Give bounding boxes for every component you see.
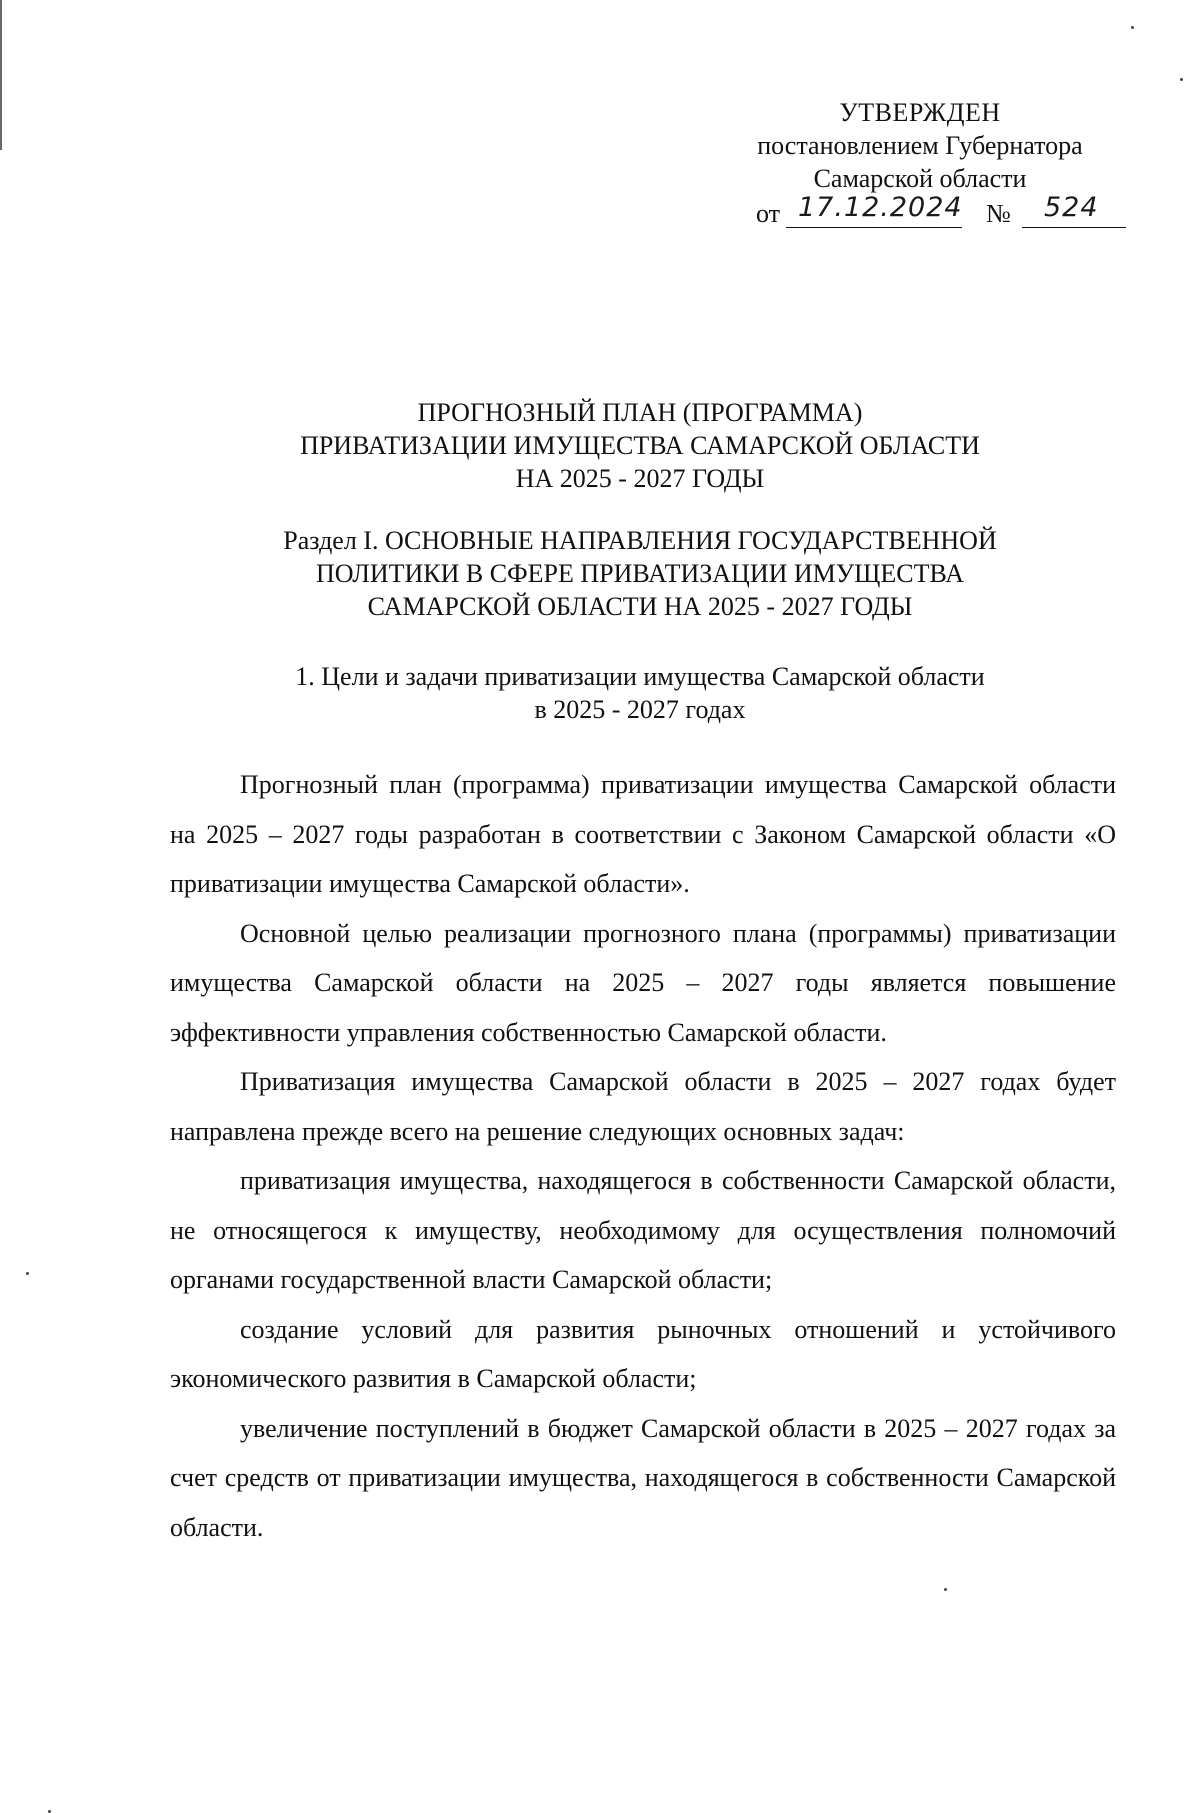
section-heading bbox=[160, 524, 1120, 623]
scan-edge-line bbox=[0, 0, 2, 150]
date-prefix: от bbox=[756, 199, 781, 228]
scan-speck bbox=[1131, 26, 1134, 29]
body-text bbox=[170, 760, 1116, 1552]
subsection-line: 1. Цели и задачи приватизации имущества Самарской области bbox=[295, 662, 985, 691]
title-line: НА 2025 - 2027 ГОДЫ bbox=[515, 464, 765, 493]
paragraph: Приватизация имущества Самарской области в 2025 – 2027 годах будет направлена прежде всего на решение следующих основных задач: bbox=[170, 1067, 1116, 1146]
paragraph: увеличение поступлений в бюджет Самарской области в 2025 – 2027 годах за счет средств от приватизации имущества, находящегося в собственности Самарской области. bbox=[170, 1413, 1116, 1542]
section-line: ПОЛИТИКИ В СФЕРЕ ПРИВАТИЗАЦИИ ИМУЩЕСТВА bbox=[315, 559, 964, 588]
paragraph: Прогнозный план (программа) приватизации имущества Самарской области на 2025 – 2027 годы разработан в соответствии с Законом Самарской области «О приватизации имущества Самарской области». bbox=[170, 770, 1116, 898]
number-prefix: № bbox=[986, 199, 1011, 228]
scan-speck bbox=[944, 1588, 947, 1591]
subsection-line: в 2025 - 2027 годах bbox=[534, 695, 746, 724]
approval-block bbox=[720, 96, 1120, 195]
scan-speck bbox=[1180, 78, 1183, 81]
number-underline bbox=[1022, 227, 1126, 228]
paragraph: создание условий для развития рыночных отношений и устойчивого экономического развития в Самарской области; bbox=[170, 1314, 1116, 1393]
section-line: САМАРСКОЙ ОБЛАСТИ НА 2025 - 2027 ГОДЫ bbox=[367, 592, 913, 621]
handwritten-number: 524 bbox=[1044, 192, 1099, 223]
approved-title: УТВЕРЖДЕН bbox=[839, 98, 1001, 127]
document-title bbox=[160, 396, 1120, 495]
title-line: ПРИВАТИЗАЦИИ ИМУЩЕСТВА САМАРСКОЙ ОБЛАСТИ bbox=[300, 431, 980, 460]
decree-date-number bbox=[756, 192, 1126, 232]
paragraph: Основной целью реализации прогнозного плана (программы) приватизации имущества Самарской области на 2025 – 2027 годы является повышение эффективности управления собственностью Самарской области. bbox=[170, 918, 1116, 1047]
paragraph: приватизация имущества, находящегося в собственности Самарской области, не относящегося к имуществу, необходимому для осуществления полномочий органами государственной власти Самарской области; bbox=[170, 1166, 1116, 1294]
approval-region: Самарской области bbox=[813, 164, 1027, 193]
handwritten-date: 17.12.2024 bbox=[798, 192, 963, 223]
approval-authority: постановлением Губернатора bbox=[757, 131, 1083, 160]
title-line: ПРОГНОЗНЫЙ ПЛАН (ПРОГРАММА) bbox=[417, 398, 863, 427]
section-line: Раздел I. ОСНОВНЫЕ НАПРАВЛЕНИЯ ГОСУДАРСТВЕННОЙ bbox=[283, 526, 997, 555]
subsection-heading bbox=[160, 660, 1120, 726]
date-underline bbox=[786, 227, 962, 228]
scan-speck bbox=[26, 1272, 29, 1275]
